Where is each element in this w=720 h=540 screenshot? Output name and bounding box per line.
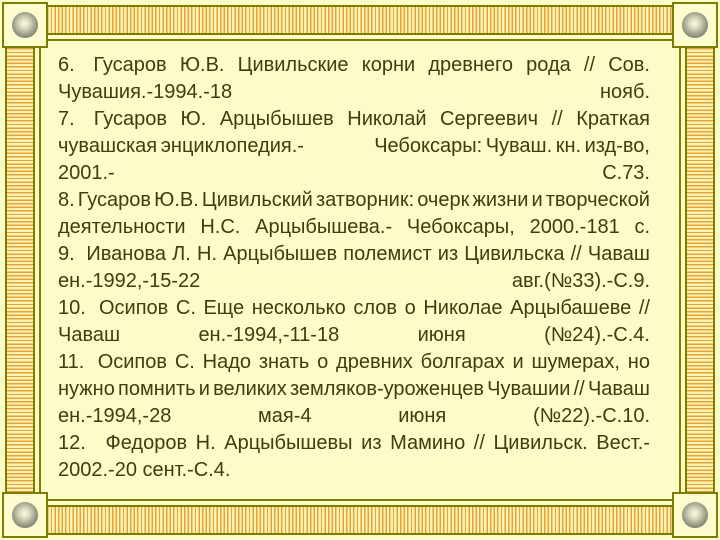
- frame-band-bottom: [40, 505, 680, 535]
- bibliography-line: Чувашия.-1994.-18 нояб.: [58, 81, 650, 103]
- bibliography-line: 12. Федоров Н. Арцыбышевы из Мамино // Цивильск. Вест.-: [58, 432, 650, 454]
- bibliography-line: деятельности Н.С. Арцыбышева.- Чебоксары, 2000.-181 с.: [58, 216, 650, 238]
- sphere-icon: [12, 12, 38, 38]
- frame-band-left: [5, 40, 35, 496]
- bibliography-line: 8. Гусаров Ю.В. Цивильский затворник: очерк жизни и творческой: [58, 189, 650, 211]
- bibliography-line: 9. Иванова Л. Н. Арцыбышев полемист из Цивильска // Чаваш: [58, 243, 650, 265]
- bibliography-text: [58, 52, 650, 484]
- bibliography-line: 10. Осипов С. Еще несколько слов о Николае Арцыбашеве //: [58, 297, 650, 319]
- sphere-icon: [682, 12, 708, 38]
- corner-ornament-top-right: [672, 2, 718, 48]
- corner-ornament-top-left: [2, 2, 48, 48]
- frame-band-top: [40, 5, 680, 35]
- sphere-icon: [12, 502, 38, 528]
- frame-band-right: [685, 40, 715, 496]
- bibliography-line: 11. Осипов С. Надо знать о древних болгарах и шумерах, но: [58, 351, 650, 373]
- bibliography-line: 7. Гусаров Ю. Арцыбышев Николай Сергеевич // Краткая: [58, 108, 650, 130]
- bibliography-line: 6. Гусаров Ю.В. Цивильские корни древнего рода // Сов.: [58, 54, 650, 76]
- bibliography-line: чувашская энциклопедия.- Чебоксары: Чуваш. кн. изд-во,: [58, 135, 650, 157]
- bibliography-line: ен.-1992,-15-22 авг.(№33).-С.9.: [58, 270, 650, 292]
- corner-ornament-bottom-right: [672, 492, 718, 538]
- bibliography-line: 2001.- С.73.: [58, 162, 650, 184]
- corner-ornament-bottom-left: [2, 492, 48, 538]
- bibliography-line: нужно помнить и великих земляков-уроженцев Чувашии // Чаваш: [58, 378, 650, 400]
- bibliography-line: ен.-1994,-28 мая-4 июня (№22).-С.10.: [58, 405, 650, 427]
- bibliography-line: Чаваш ен.-1994,-11-18 июня (№24).-С.4.: [58, 324, 650, 346]
- sphere-icon: [682, 502, 708, 528]
- bibliography-line: 2002.-20 сент.-С.4.: [58, 459, 231, 481]
